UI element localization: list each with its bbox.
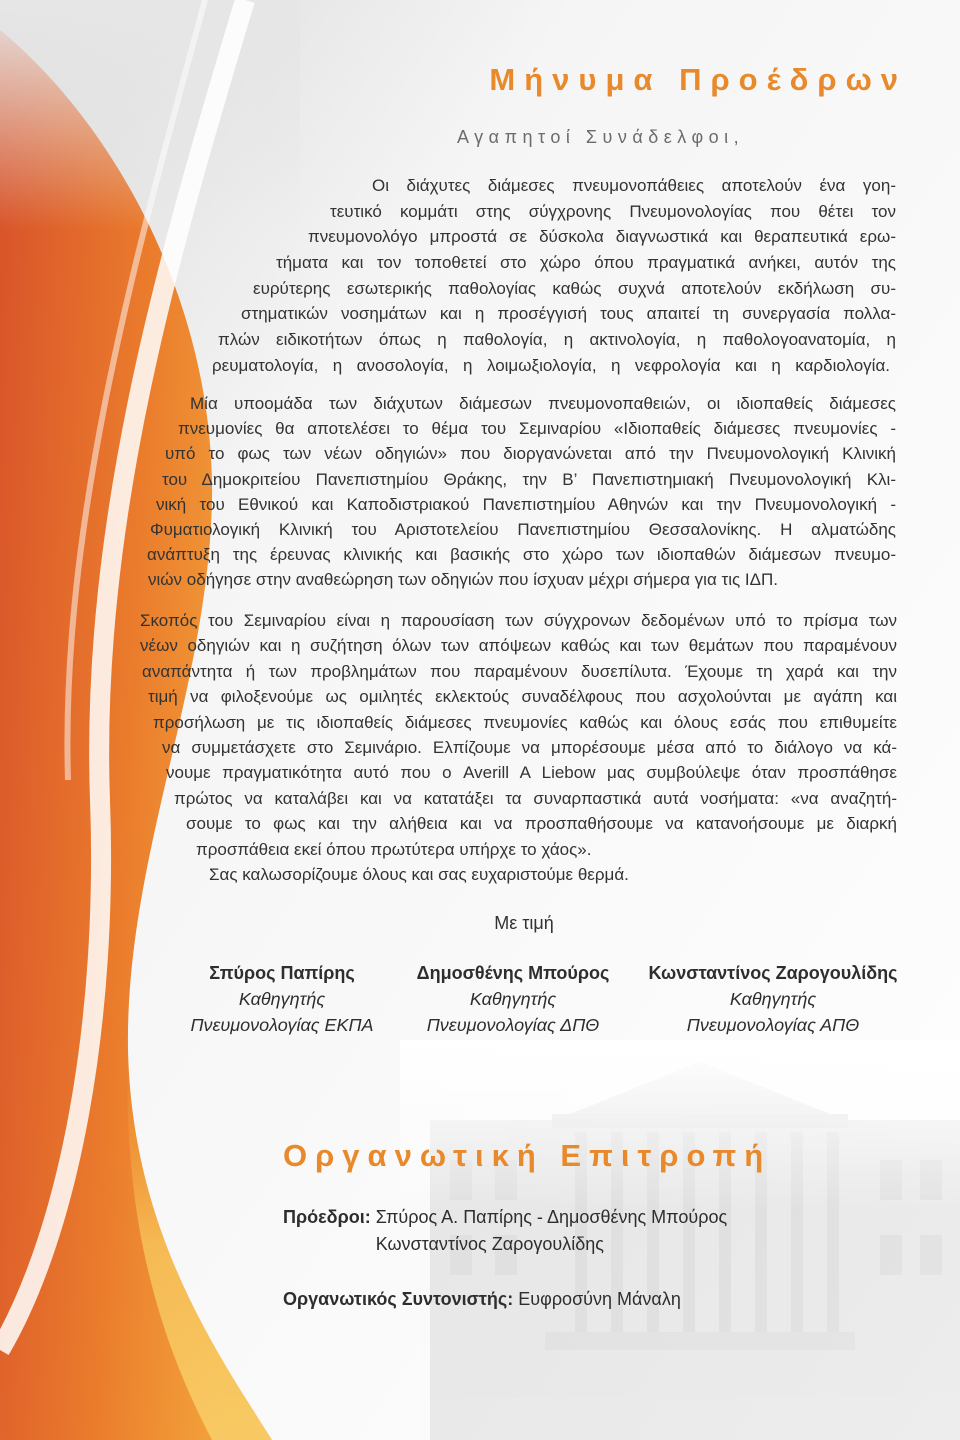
- presidents-label: Πρόεδροι:: [283, 1207, 371, 1227]
- committee-coordinator: [283, 1286, 681, 1313]
- text-line: πνευμονολόγο μπροστά σε δύσκολα διαγνωστικά και θεραπευτικά ερω-: [308, 227, 896, 247]
- text-line: να συμμετάσχετε στο Σεμινάριο. Ελπίζουμε να μπορέσουμε μέσα από το διάλογο να κά-: [162, 737, 897, 757]
- paragraph-purpose: [0, 608, 960, 887]
- spacer: [283, 1231, 371, 1258]
- signatory-3: [623, 960, 923, 1038]
- text-line: πρώτος να καταλάβει και να κατατάξει τα συναρπαστικά αυτά νοσήματα: «να αναζητή-: [174, 788, 897, 808]
- text-line: ρευματολογία, η ανοσολογία, η λοιμωξιολογία, η νεφρολογία και η καρδιολογία.: [212, 355, 890, 375]
- signatory-department: Πνευμονολογίας ΔΠΘ: [426, 1015, 600, 1035]
- committee-title: Οργανωτική Επιτροπή: [283, 1138, 772, 1173]
- text-line: του Δημοκριτείου Πανεπιστημίου Θράκης, την Β’ Πανεπιστημιακή Πνευμονολογική Κλι-: [162, 469, 896, 489]
- signatory-name: Σπύρος Παπίρης: [209, 963, 355, 983]
- text-line: πλών ειδικοτήτων όπως η παθολογία, η ακτινολογία, η παθολογοανατομία, η: [218, 330, 896, 350]
- committee-presidents: [283, 1204, 727, 1258]
- signatory-department: Πνευμονολογίας ΑΠΘ: [686, 1015, 860, 1035]
- coordinator-label: Οργανωτικός Συντονιστής:: [283, 1289, 514, 1309]
- signatory-2: [363, 960, 663, 1038]
- signatory-name: Κωνσταντίνος Ζαρογουλίδης: [648, 963, 898, 983]
- signatory-department: Πνευμονολογίας ΕΚΠΑ: [190, 1015, 374, 1035]
- text-line: Φυματιολογική Κλινική του Αριστοτελείου Πανεπιστημίου Θεσσαλονίκης. Η αλματώδης: [150, 519, 896, 539]
- signatory-name: Δημοσθένης Μπούρος: [416, 963, 610, 983]
- signatory-role: Καθηγητής: [238, 989, 326, 1009]
- text-line: ευρύτερης εσωτερικής παθολογίας καθώς συχνά αποτελούν εκδήλωση συ-: [253, 278, 896, 298]
- signatory-role: Καθηγητής: [469, 989, 557, 1009]
- text-line: υπό το φως των νέων οδηγιών» που διοργανώνεται από την Πνευμονολογική Κλινική: [165, 444, 896, 464]
- text-line: Οι διάχυτες διάμεσες πνευμονοπάθειες αποτελούν ένα γοη-: [372, 176, 896, 195]
- text-line: πνευμονίες θα αποτελέσει το θέμα του Σεμιναρίου «Ιδιοπαθείς διάμεσες πνευμονίες -: [178, 419, 896, 439]
- text-line: νέων οδηγιών και η συζήτηση όλων των απόψεων καθώς και των θεμάτων που παραμένουν: [140, 636, 897, 656]
- text-line: Σας καλωσορίζουμε όλους και σας ευχαριστούμε θερμά.: [209, 864, 629, 884]
- paragraph-seminar: [0, 391, 960, 593]
- presidents-names-continued: Κωνσταντίνος Ζαρογουλίδης: [375, 1234, 604, 1254]
- text-line: Σκοπός του Σεμιναρίου είναι η παρουσίαση των σύγχρονων δεδομένων υπό το πρίσμα των: [140, 611, 897, 630]
- page-title: Μήνυμα Προέδρων: [489, 62, 907, 97]
- text-line: προσήλωση με τις ιδιοπαθείς διάμεσες πνευμονίες καθώς και όλους εσάς που επιθυμείτε: [153, 712, 897, 732]
- text-line: τήματα και τον τοποθετεί στο χώρο όπου πραγματικά ανήκει, αυτόν της: [276, 253, 896, 273]
- text-line: αναπάντητα ή των προβλημάτων που παραμένουν δυσεπίλυτα. Έχουμε τη χαρά και την: [142, 661, 897, 681]
- text-line: τευτικό κομμάτι στης σύγχρονης Πνευμονολογίας που θέτει τον: [330, 201, 896, 221]
- text-line: νουμε πραγματικότητα αυτό που ο Averill A Liebow μας συμβούλεψε όταν προσπάθησε: [166, 763, 897, 783]
- text-line: Μία υποομάδα των διάχυτων διάμεσων πνευμονοπαθειών, οι ιδιοπαθείς διάμεσες: [190, 394, 896, 413]
- closing-greeting: Με τιμή: [494, 913, 554, 933]
- text-line: ανάπτυξη της έρευνας κλινικής και βασικής στο χώρο των ιδιοπαθών διάμεσων πνευμο-: [147, 545, 896, 565]
- text-line: νιών οδήγησε στην αναθεώρηση των οδηγιών που ίσχυαν μέχρι σήμερα για τις ΙΔΠ.: [148, 570, 778, 590]
- presidents-names: Σπύρος Α. Παπίρης - Δημοσθένης Μπούρος: [375, 1207, 728, 1227]
- text-line: νική του Εθνικού και Καποδιστριακού Πανεπιστημίου Αθηνών και την Πνευμονολογική -: [156, 494, 896, 514]
- text-line: τιμή να φιλοξενούμε ως ομιλητές εκλεκτούς συναδέλφους που ασχολούνται με αγάπη και: [148, 687, 897, 707]
- signatory-role: Καθηγητής: [729, 989, 817, 1009]
- paragraph-intro: [0, 173, 960, 379]
- salutation: Αγαπητοί Συνάδελφοι,: [457, 127, 745, 147]
- coordinator-name: Ευφροσύνη Μάναλη: [518, 1289, 681, 1309]
- text-line: σουμε το φως και την αλήθεια και να προσπαθήσουμε να κατανοήσουμε με διαρκή: [186, 814, 897, 834]
- text-line: προσπάθεια εκεί όπου πρωτύτερα υπήρχε το χάος».: [196, 839, 592, 859]
- text-line: στηματικών νοσημάτων και η προσέγγισή τους απαιτεί τη συνεργασία πολλα-: [241, 304, 896, 324]
